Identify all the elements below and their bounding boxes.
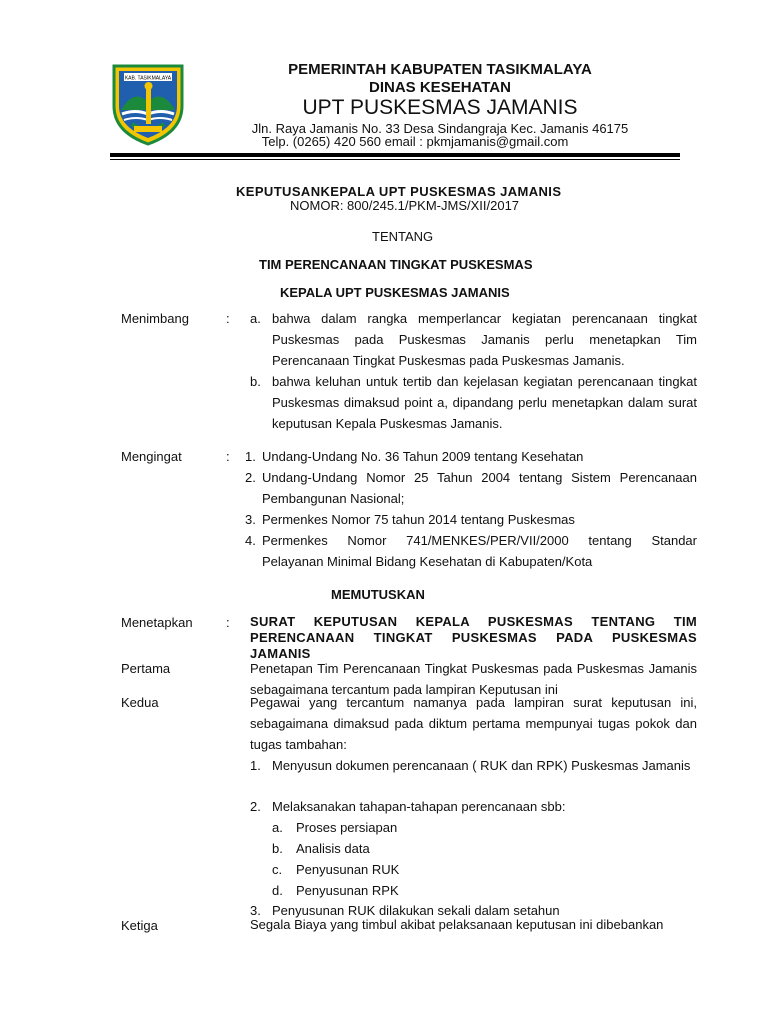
mengingat-marker-1: 1. [245, 449, 256, 464]
mengingat-item-4: Permenkes Nomor 741/MENKES/PER/VII/2000 tentang Standar Pelayanan Minimal Bidang Kesehatan di Kabupaten/Kota [262, 533, 697, 569]
kedua-item-3: Penyusunan RUK dilakukan sekali dalam setahun [272, 903, 560, 918]
menetapkan-text: SURAT KEPUTUSAN KEPALA PUSKESMAS TENTANG TIM PERENCANAAN TINGKAT PUSKESMAS PADA PUSKESMAS JAMANIS [250, 614, 697, 661]
kedua-marker-2: 2. [250, 799, 261, 814]
letterhead-government: PEMERINTAH KABUPATEN TASIKMALAYA [288, 61, 592, 78]
ketiga-text: Segala Biaya yang timbul akibat pelaksanaan keputusan ini dibebankan [250, 917, 664, 932]
menetapkan-colon: : [226, 615, 230, 630]
kedua-subitem-b: Analisis data [296, 841, 370, 856]
about-label: TENTANG [372, 229, 434, 244]
letterhead-institution: UPT PUSKESMAS JAMANIS [302, 96, 578, 119]
decree-subject: TIM PERENCANAAN TINGKAT PUSKESMAS [259, 257, 533, 272]
decree-issuer: KEPALA UPT PUSKESMAS JAMANIS [280, 285, 510, 300]
decree-title: KEPUTUSANKEPALA UPT PUSKESMAS JAMANIS [236, 184, 562, 199]
svg-text:KAB. TASIKMALAYA: KAB. TASIKMALAYA [124, 75, 172, 82]
menimbang-marker-a: a. [250, 311, 261, 326]
kedua-subitem-c: Penyusunan RUK [296, 862, 400, 877]
menimbang-item-a: bahwa dalam rangka memperlancar kegiatan perencanaan tingkat Puskesmas pada Puskesmas Jamanis perlu menetapkan Tim Perencanaan Tingkat Puskesmas pada Puskesmas Jamanis. [272, 311, 697, 368]
kedua-sub-marker-c: c. [272, 862, 283, 877]
kedua-item-1: Menyusun dokumen perencanaan ( RUK dan RPK) Puskesmas Jamanis [272, 758, 691, 773]
letterhead-rule-thick [110, 153, 680, 157]
menimbang-colon: : [226, 311, 230, 326]
kedua-marker-1: 1. [250, 758, 261, 773]
menetapkan-label: Menetapkan [121, 615, 193, 630]
mengingat-item-1: Undang-Undang No. 36 Tahun 2009 tentang Kesehatan [262, 449, 584, 464]
menimbang-item-b: bahwa keluhan untuk tertib dan kejelasan kegiatan perencanaan tingkat Puskesmas dimaksud point a, dipandang perlu menetapkan dalam surat keputusan Kepala Puskesmas Jamanis. [272, 374, 697, 431]
kedua-item-2: Melaksanakan tahapan-tahapan perencanaan sbb: [272, 799, 566, 814]
kedua-subitem-d: Penyusunan RPK [296, 883, 399, 898]
ketiga-label: Ketiga [121, 918, 158, 933]
kedua-text: Pegawai yang tercantum namanya pada lampiran surat keputusan ini, sebagaimana dimaksud pada diktum pertama mempunyai tugas pokok dan tugas tambahan: [250, 695, 697, 752]
memutuskan-heading: MEMUTUSKAN [331, 587, 425, 602]
mengingat-item-2: Undang-Undang Nomor 25 Tahun 2004 tentang Sistem Perencanaan Pembangunan Nasional; [262, 470, 697, 506]
menimbang-label: Menimbang [121, 311, 189, 326]
kedua-marker-3: 3. [250, 903, 261, 918]
mengingat-marker-3: 3. [245, 512, 256, 527]
decree-number: NOMOR: 800/245.1/PKM-JMS/XII/2017 [290, 198, 520, 213]
mengingat-label: Mengingat [121, 449, 182, 464]
mengingat-marker-2: 2. [245, 470, 256, 485]
mengingat-item-3: Permenkes Nomor 75 tahun 2014 tentang Puskesmas [262, 512, 575, 527]
pertama-label: Pertama [121, 661, 171, 676]
pertama-text: Penetapan Tim Perencanaan Tingkat Puskesmas pada Puskesmas Jamanis sebagaimana tercantum pada lampiran Keputusan ini [250, 661, 697, 697]
letterhead-contact: Telp. (0265) 420 560 email : pkmjamanis@gmail.com [261, 134, 569, 149]
kedua-sub-marker-a: a. [272, 820, 283, 835]
kedua-sub-marker-b: b. [272, 841, 283, 856]
kedua-sub-marker-d: d. [272, 883, 283, 898]
kedua-subitem-a: Proses persiapan [296, 820, 398, 835]
mengingat-marker-4: 4. [245, 533, 256, 548]
letterhead-address: Jln. Raya Jamanis No. 33 Desa Sindangraja Kec. Jamanis 46175 [251, 121, 629, 136]
menimbang-marker-b: b. [250, 374, 261, 389]
letterhead-rule-thin [110, 159, 680, 160]
mengingat-colon: : [226, 449, 230, 464]
kedua-label: Kedua [121, 695, 159, 710]
regency-logo-icon [106, 62, 190, 146]
letterhead-department: DINAS KESEHATAN [369, 79, 511, 96]
